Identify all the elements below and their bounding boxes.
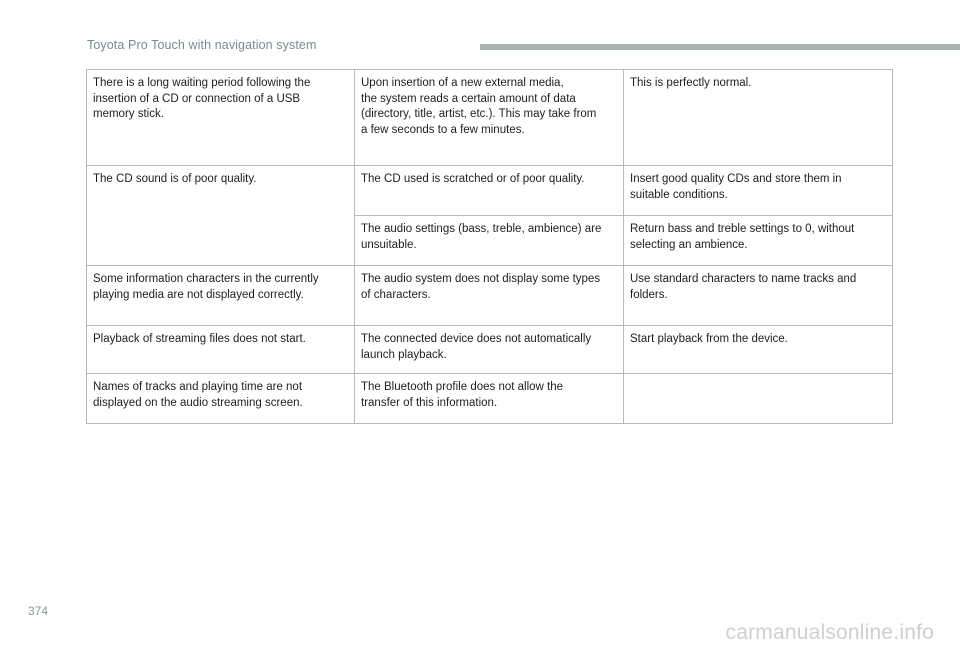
problem-cell: There is a long waiting period following the insertion of a CD or connection of a USB memory stick. [87, 70, 355, 166]
solution-cell [624, 374, 893, 424]
page-number: 374 [28, 604, 49, 618]
cause-cell: The Bluetooth profile does not allow the transfer of this information. [355, 374, 624, 424]
table-row [87, 266, 893, 326]
table-row [87, 326, 893, 374]
solution-cell: Return bass and treble settings to 0, without selecting an ambience. [624, 216, 893, 266]
problem-cell: Names of tracks and playing time are not displayed on the audio streaming screen. [87, 374, 355, 424]
cause-cell: Upon insertion of a new external media, the system reads a certain amount of data (directory, title, artist, etc.). This may take from a few seconds to a few minutes. [355, 70, 624, 166]
troubleshooting-table [86, 69, 893, 424]
table-row [87, 70, 893, 166]
problem-cell: Playback of streaming files does not start. [87, 326, 355, 374]
solution-cell: Start playback from the device. [624, 326, 893, 374]
solution-cell: Insert good quality CDs and store them in suitable conditions. [624, 166, 893, 216]
header-bar [480, 44, 960, 50]
problem-cell: The CD sound is of poor quality. [87, 166, 355, 266]
problem-cell: Some information characters in the currently playing media are not displayed correctly. [87, 266, 355, 326]
solution-cell: Use standard characters to name tracks and folders. [624, 266, 893, 326]
table-row [87, 166, 893, 216]
watermark: carmanualsonline.info [725, 621, 934, 644]
cause-cell: The audio system does not display some types of characters. [355, 266, 624, 326]
solution-cell: This is perfectly normal. [624, 70, 893, 166]
header-title: Toyota Pro Touch with navigation system [87, 38, 317, 52]
table-row [87, 374, 893, 424]
cause-cell: The CD used is scratched or of poor quality. [355, 166, 624, 216]
cause-cell: The audio settings (bass, treble, ambience) are unsuitable. [355, 216, 624, 266]
cause-cell: The connected device does not automatically launch playback. [355, 326, 624, 374]
